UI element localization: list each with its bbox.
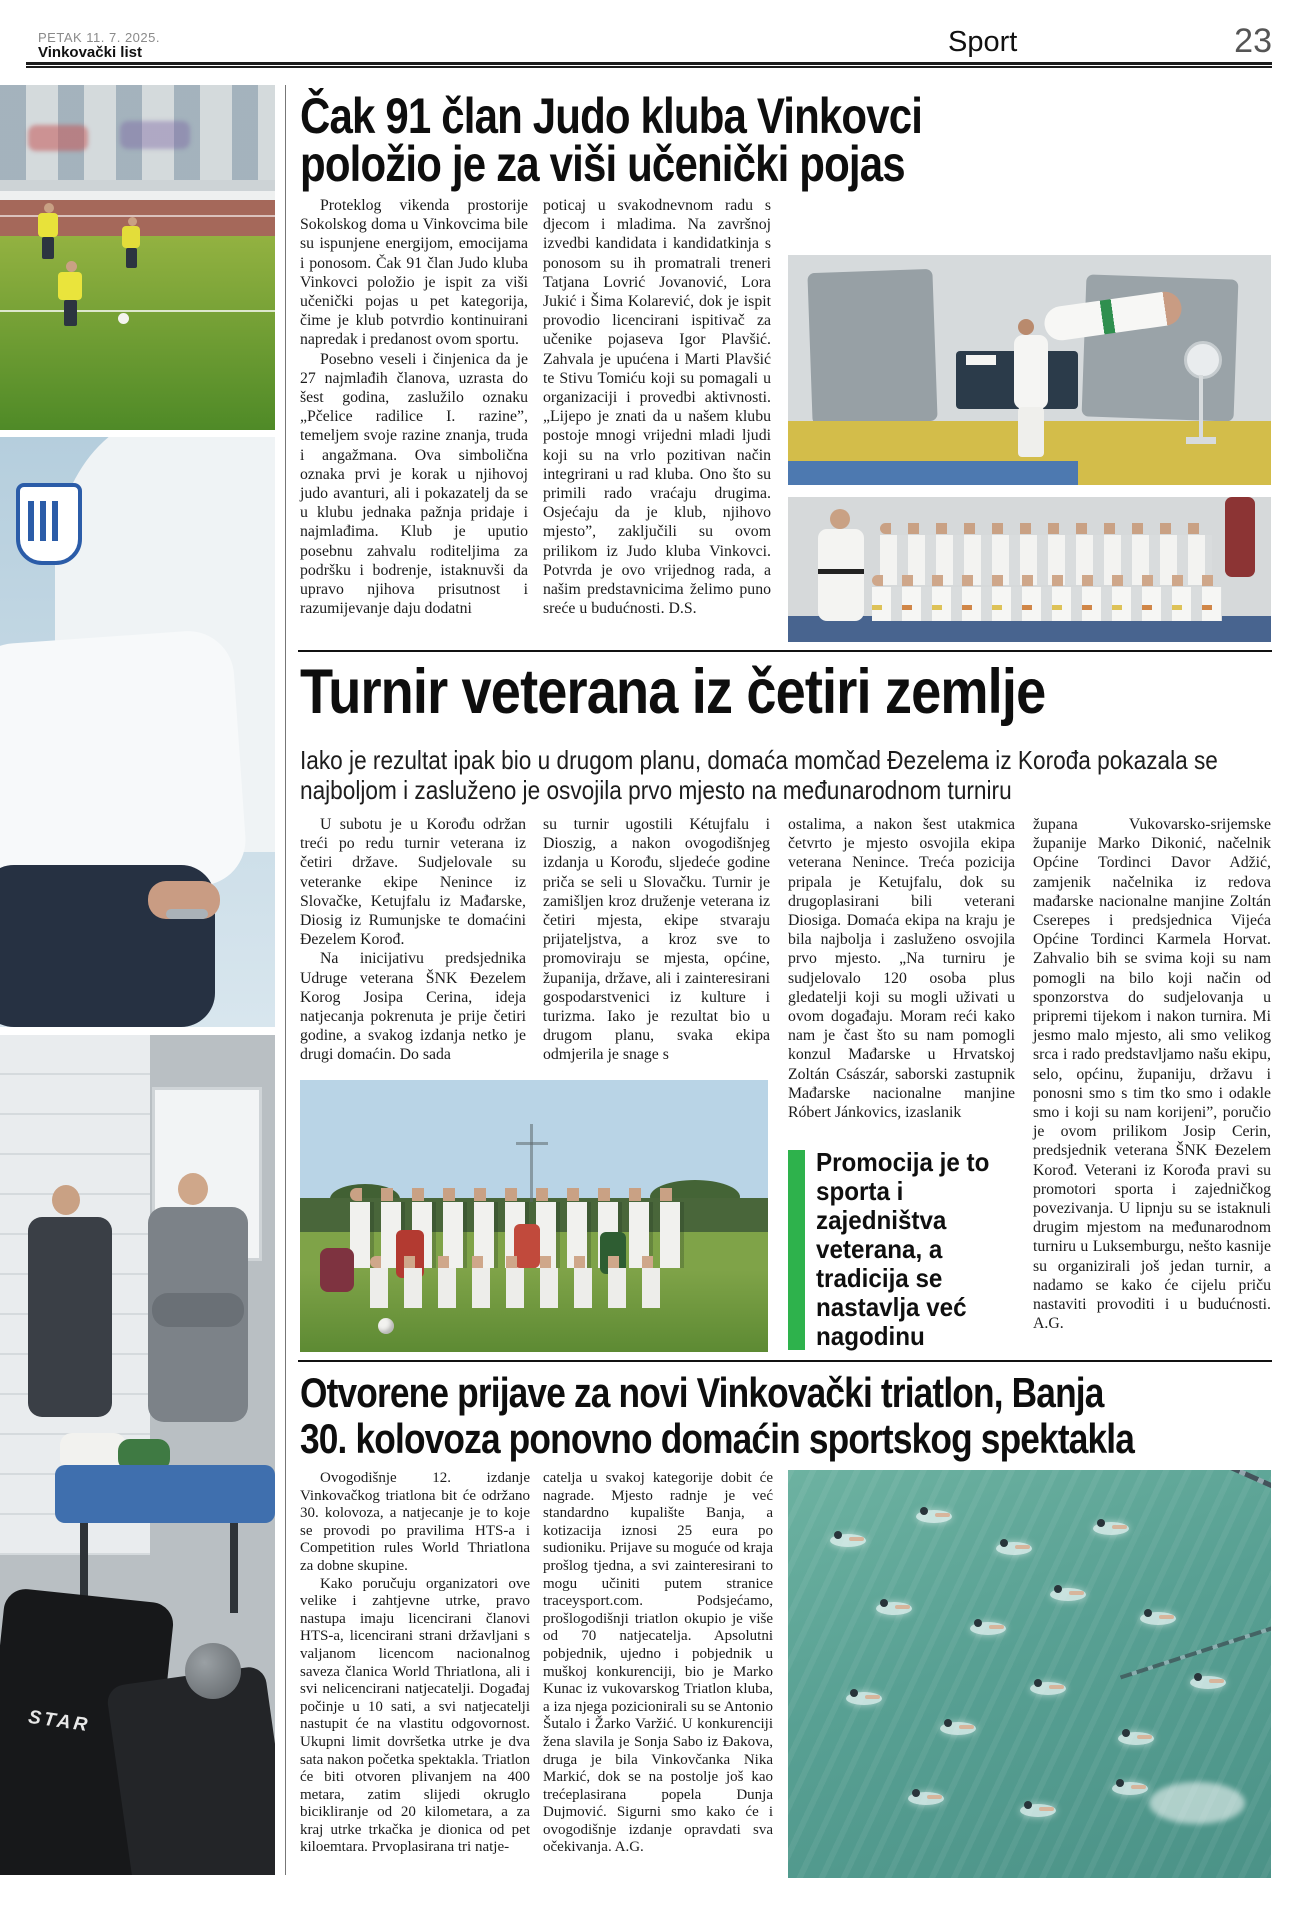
wall-graffiti bbox=[28, 125, 88, 151]
swimmer bbox=[940, 1722, 976, 1735]
bracelet bbox=[166, 909, 208, 919]
triathlon-column-2 bbox=[543, 1470, 773, 1857]
colored-belts bbox=[872, 605, 1222, 610]
player-yellow-bib bbox=[58, 272, 82, 300]
judo-headline bbox=[300, 88, 923, 192]
player-head bbox=[66, 261, 77, 272]
coach-in-gi bbox=[818, 529, 864, 621]
veterans-column-4 bbox=[1033, 815, 1271, 1333]
gray-ball bbox=[185, 1643, 241, 1699]
man-head bbox=[178, 1173, 208, 1205]
judo-paragraph: poticaj u svakodnevnom radu s djecom i mladima. Na završnoj izvedbi kandidata i kandidatkinja s ponosom su ih promatrali treneri Tatjana Lovrić Jovanović, Lora Jukić i Šima Kolarević, dok je ispit provodio licencirani ispitivač za učenike pojaseva Igor Plavšić. Zahvala je upućena i Marti Plavšić te Stivu Tomiću koji su pomagali u organizaciji i provedbi aktivnosti. „Lijepo je znati da u našem klubu postoje mnogi vrijedni mladi ljudi koji su na vrlo pozitivan način integrirani u rad kluba. Ono što su primili rado vraćaju drugima. Osjećaju da je klub, njihovo mjesto”, zaključili su ovom prilikom iz Judo kluba Vinkovci. Potvrda je ovo vrijednog rada, a našim predstavnicima želimo puno sreće u budućnosti. D.S. bbox=[543, 197, 771, 618]
player-legs bbox=[42, 237, 54, 259]
judo-paragraph: Posebno veseli i činjenica da je 27 najmlađih članova, uzrasta do šest godina, zaslužilo oznaku „Pčelice radilice I. razine”, temeljem svoje razine znanja, truda i angažmana. Ova simbolična oznaka prvi je korak u njihovoj judo avanturi, ali i pokazatelj da se u klubu jednaka pažnja pridaje i najmlađima. Klub je uputio posebnu zahvalu roditeljima za podršku i bodrenje, istaknuvši da upravo njihova prisutnost i razumijevanje daju dodatni bbox=[300, 350, 528, 618]
pull-quote-bar bbox=[788, 1150, 805, 1350]
judoka-standing bbox=[1014, 335, 1048, 409]
veterans-paragraph: ostalima, a nakon šest utakmica četvrto je mjesto osvojila ekipa veterana Nenince. Treća pozicija pripala je Ketujfalu, dok su drugoplasirani bili veterani Diosiga. Domaća ekipa na kraju je bila najbolja i zasluženo osvojila prvo mjesto. „Na turniru je sudjelovalo 120 osoba plus gledatelji koji su mogli uživati u ovom događaju. Moram reći kako nam je čast što su nam pomogli konzul Mađarske u Hrvatskoj Zoltán Császár, saborski zastupnik Mađarske nacionalne manjine Róbert Jánkovics, izaslanik bbox=[788, 816, 1015, 1122]
black-kit-bag bbox=[105, 1665, 275, 1875]
coach-head bbox=[830, 509, 850, 529]
triathlon-paragraph: Ovogodišnje 12. izdanje Vinkovačkog triatlona bit će održano 30. kolovoza, a natjecanje je to koje se provodi po pravilima HTS-a i Competition rules World Thriatlona za dobne skupine. bbox=[300, 1470, 530, 1574]
swimmer bbox=[1140, 1612, 1176, 1625]
white-shirt bbox=[0, 628, 249, 901]
photo-training-field bbox=[0, 85, 275, 430]
swimmer bbox=[1030, 1682, 1066, 1695]
photo-man-white-shirt bbox=[0, 437, 275, 1027]
judo-headline-line1: Čak 91 član Judo kluba Vinkovci bbox=[300, 88, 923, 144]
pylon-arm bbox=[516, 1142, 548, 1145]
player-head bbox=[128, 217, 137, 226]
page-number: 23 bbox=[1234, 22, 1272, 60]
blue-massage-table bbox=[55, 1465, 275, 1523]
gym-mat bbox=[807, 269, 937, 425]
publication-name: Vinkovački list bbox=[38, 44, 142, 61]
front-row-heads bbox=[872, 575, 1222, 586]
veterans-subtitle: Iako je rezultat ipak bio u drugom planu, domaća momčad Đezelema iz Korođa pokazala se najboljom i zasluženo je osvojila prvo mjesto na međunarodnom turniru bbox=[300, 745, 1218, 805]
header-rule bbox=[26, 62, 1272, 68]
black-belt bbox=[818, 569, 864, 574]
photo-swimmers bbox=[788, 1470, 1271, 1878]
veterans-column-3 bbox=[788, 815, 1015, 1122]
swimmer bbox=[1118, 1732, 1154, 1745]
pull-quote-text: Promocija je to sporta i zajedništva veterana, a tradicija se nastavlja već nagodinu bbox=[816, 1147, 990, 1351]
man-dark-shirt bbox=[28, 1217, 112, 1417]
judo-column-1 bbox=[300, 196, 528, 618]
swimmer bbox=[1093, 1522, 1129, 1535]
veterans-paragraph: U subotu je u Korođu održan treći po redu turnir veterana iz četiri države. Sudjelovale su veteranke ekipe Nenince iz Slovačke, Ketujfalu iz Mađarske, Diosig iz Rumunjske te domaćini Đezelem Korođ. bbox=[300, 816, 526, 949]
crossed-arms bbox=[152, 1293, 244, 1327]
photo-judo-throw bbox=[788, 255, 1271, 485]
blue-tatami bbox=[788, 461, 1078, 485]
photo-veterans-team bbox=[300, 1080, 768, 1352]
triathlon-paragraph: Kako poručuju organizatori ove velike i zahtjevne utrke, pravo nastupa imaju licencirani članovi HTS-a, licencirani strani državljani s valjanom licencom nacionalnog saveza članica World Thriatlona, ali i svi nelicencirani natjecatelji. Događaj počinje u 10 sati, a svi natjecatelji nastupit će na vlastitu odgovornost. Ukupni limit dovršetka utrke je dva sata nakon početka spektakla. Triatlon će biti otvoren plivanjem na 400 metara, zatim slijedi okruglo bicikliranje od 20 kilometara, a za kraj utrke trkačka je dionica od pet kiloemtara. Prvoplasirana tri natje- bbox=[300, 1575, 530, 1856]
kneeling-row bbox=[370, 1268, 660, 1308]
soccer-ball bbox=[378, 1318, 394, 1334]
player-legs bbox=[64, 300, 77, 326]
swimmer bbox=[846, 1692, 882, 1705]
red-punching-bag bbox=[1225, 497, 1255, 577]
maroon-jersey-player bbox=[320, 1248, 354, 1292]
section-label: Sport bbox=[948, 26, 1018, 58]
veterans-paragraph: su turnir ugostili Kétujfalu i Dioszig, a nakon ovogodišnjeg izdanja u Korođu, sljedeće godine priča se seli u Slovačku. Turnir je zamišljen kroz druženje veterana iz četiri mjesta, ekipe stvaraju prijateljstva, a kroz sve to promoviraju se mjesta, općine, županija, države, ali i zainteresirani gospodarstvenici iz kulture i turizma. Iako je rezultat bio u drugom planu, svaka ekipa odmjerila je snage s bbox=[543, 816, 770, 1064]
bag-brand-text: STAR bbox=[26, 1706, 92, 1737]
veterans-headline: Turnir veterana iz četiri zemlje bbox=[300, 657, 1046, 727]
man-head bbox=[52, 1185, 80, 1215]
photo-locker-room bbox=[0, 1035, 275, 1875]
big-splash bbox=[1149, 1782, 1245, 1824]
fan-pole bbox=[1199, 375, 1203, 437]
veterans-column-2 bbox=[543, 815, 770, 1065]
back-row-heads bbox=[880, 523, 1212, 534]
player-yellow-bib bbox=[38, 213, 58, 237]
judoka-legs bbox=[1018, 407, 1044, 457]
fan-base bbox=[1186, 437, 1216, 444]
photo-judo-group bbox=[788, 497, 1271, 642]
player-legs bbox=[126, 248, 137, 268]
table-papers bbox=[966, 355, 996, 365]
swimmer bbox=[916, 1510, 952, 1523]
article-divider bbox=[298, 1360, 1272, 1362]
player-head bbox=[44, 203, 54, 213]
kneeling-row-heads bbox=[370, 1256, 660, 1268]
pitch-line bbox=[0, 310, 275, 312]
triathlon-column-1 bbox=[300, 1470, 530, 1857]
veterans-column-1 bbox=[300, 815, 526, 1065]
judoka-head bbox=[1018, 319, 1034, 335]
judo-column-2 bbox=[543, 196, 771, 618]
column-divider-rule bbox=[285, 85, 286, 1875]
issue-date: PETAK 11. 7. 2025. bbox=[38, 30, 160, 45]
triathlon-headline-line1: Otvorene prijave za novi Vinkovački triatlon, Banja bbox=[300, 1369, 1104, 1416]
swimmer bbox=[908, 1792, 944, 1805]
swimmer bbox=[1050, 1588, 1086, 1601]
swimmer bbox=[970, 1622, 1006, 1635]
swimmer bbox=[1190, 1676, 1226, 1689]
swimmer bbox=[876, 1602, 912, 1615]
triathlon-headline-line2: 30. kolovoza ponovno domaćin sportskog spektakla bbox=[300, 1415, 1135, 1462]
swimmer bbox=[1112, 1782, 1148, 1795]
triathlon-paragraph: catelja u svakoj kategorije dobit će nagrade. Mjesto radnje je već standardno kupalište Banja, a kotizacija iznosi 25 eura po sudioniku. Prijave su moguće od kraja prošlog tjedna, a svi zainteresirani to mogu učiniti putem stranice traceysport.com. Podsjećamo, prošlogodišnji triatlon okupio je više od 70 natjecatelja. Apsolutni pobjednik, ujedno i pobjednik u muškoj konkurenciji, bio je Marko Kunac iz vukovarskog Triatlon kluba, a iza njega pozicionirali su se Antonio Šutalo i Žarko Varžić. U konkurenciji žena slavila je Sonja Sabo iz Đakova, druga je bila Vinkovčanka Nika Markić, dok se na postolje još kao trećeplasirana popela Dunja Dujmović. Sigurni smo kako će i ovogodišnje izdanje opravdati sva očekivanja. A.G. bbox=[543, 1470, 773, 1856]
wall-graffiti bbox=[120, 121, 190, 149]
grass-pitch bbox=[0, 236, 275, 430]
team-heads-row bbox=[350, 1188, 690, 1201]
article-divider bbox=[298, 650, 1272, 652]
judo-headline-line2: položio je za viši učenički pojas bbox=[300, 136, 905, 192]
player-yellow-bib bbox=[122, 226, 140, 248]
swimmer bbox=[996, 1542, 1032, 1555]
triathlon-headline bbox=[300, 1370, 1134, 1462]
veterans-paragraph: Na inicijativu predsjednika Udruge veterana ŠNK Đezelem Korog Josipa Cerina, ideja natjecanja pokrenuta je prije četiri godine, a svakog izdanja netko je drugi domaćin. Do sada bbox=[300, 950, 526, 1064]
judo-paragraph: Proteklog vikenda prostorije Sokolskog doma u Vinkovcima bile su ispunjene energijom, emocijama i ponosom. Čak 91 član Judo kluba Vinkovci položio je ispit za viši učenički pojas u pet kategorija, čime je klub potvrdio kontinuirani napredak i predanost ovom sportu. bbox=[300, 197, 528, 349]
pedestal-fan bbox=[1184, 341, 1222, 379]
swimmer bbox=[1020, 1804, 1056, 1817]
veterans-paragraph: župana Vukovarsko-srijemske županije Marko Dikonić, načelnik Općine Tordinci Davor Adžić, zamjenik načelnika iz redova mađarske nacionalne manjine Zoltán Cserepes i predsjednica Vijeća Općine Tordinci Karmela Horvat. Zahvalio bih se svima koji su nam pomogli na bilo koji način od sponzorstva do sudjelovanja u pripremi tijekom i nakon turnira. Mi jesmo malo mjesto, ali smo velikog srca i rado predstavljamo našu ekipu, selo, općinu, županiju, državu i ponosni smo s tim tko smo i odakle smo i koji su nam korijeni”, poručio je ovom prilikom Josip Cerin, predsjednik veterana ŠNK Đezelem Korođ. Veterani iz Korođa pravi su promotori sporta i zajedničkog povezivanja. U lipnju su se istaknuli drugim mjestom na međunarodnom turniru u Luksemburgu, nešto kasnije su organizirali još jedan turnir, a nadamo se kako će cijelu priču nastaviti provoditi i u budućnosti. A.G. bbox=[1033, 816, 1271, 1333]
swimmer bbox=[830, 1534, 866, 1547]
field-fence bbox=[0, 191, 275, 200]
front-row-gis bbox=[872, 587, 1222, 621]
soccer-ball bbox=[118, 313, 129, 324]
club-crest-stripes bbox=[28, 501, 62, 541]
